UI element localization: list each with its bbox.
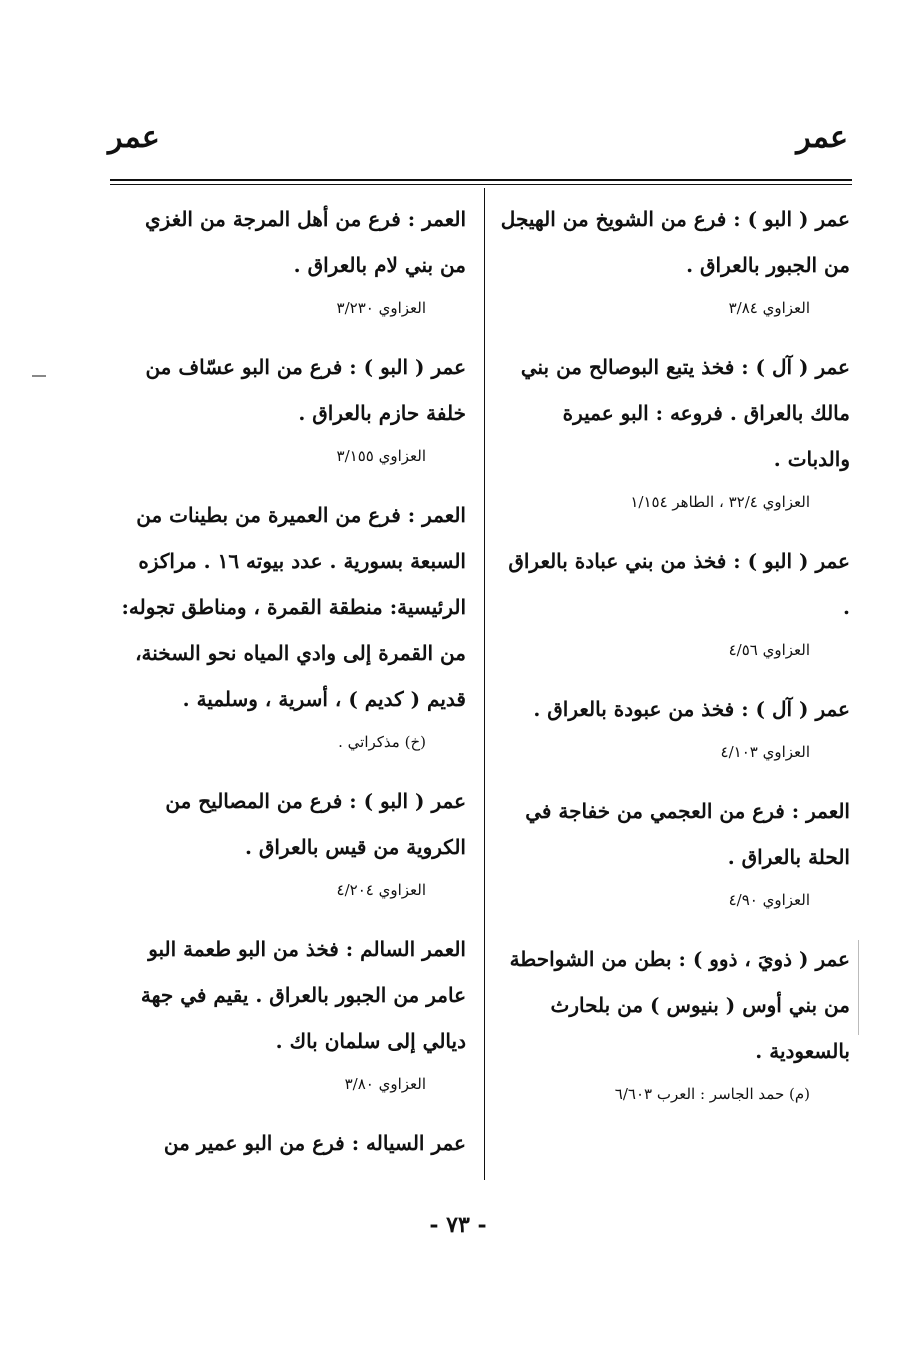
entry-text: عمر ( ذويَ ، ذوو ) : بطن من الشواحطة من بني أوس ( بنيوس ) من بلحارث بالسعودية .: [509, 947, 850, 1063]
entry: [118, 492, 466, 762]
entry-text: عمر ( البو ) : فرع من البو عسّاف من خلفة حازم بالعراق .: [145, 355, 466, 425]
entry-text: العمر : فرع من العجمي من خفاجة في الحلة بالعراق .: [525, 799, 850, 869]
column-divider: [484, 188, 485, 1180]
running-head-right: عمر: [796, 120, 848, 155]
header-rule-thin: [110, 184, 852, 185]
entry: [118, 196, 466, 328]
entry-text: العمر السالم : فخذ من البو طعمة البو عامر من الجبور بالعراق . يقيم في جهة ديالي إلى سلمان باك .: [140, 937, 466, 1053]
entry: [500, 936, 850, 1114]
entry-reference: العزاوي ٣/٢٣٠: [336, 299, 426, 317]
entry: [500, 196, 850, 328]
entry-text: عمر ( آل ) : فخذ من عبودة بالعراق .: [533, 697, 850, 721]
left-column: [118, 196, 466, 1166]
entry: [500, 344, 850, 522]
entry-text: العمر : فرع من العميرة من بطينات من السبعة بسورية . عدد بيوته ١٦ . مراكزه الرئيسية: منطقة القمرة ، ومناطق تجوله: من القمرة إلى وادي المياه نحو السخنة، قديم ( كديم ) ، أسرية ، وسلمية .: [121, 503, 466, 711]
entry-reference: العزاوي ٣/١٥٥: [336, 447, 426, 465]
entry: [500, 686, 850, 772]
entry-text: عمر ( آل ) : فخذ يتبع البوصالح من بني مالك بالعراق . فروعه : البو عميرة والدبات .: [520, 355, 850, 471]
entry: [118, 1120, 466, 1166]
header-rule-thick: [110, 179, 852, 181]
entry-text: عمر ( البو ) : فرع من الشويخ من الهيجل من الجبور بالعراق .: [500, 207, 850, 277]
page-number: - ٧٣ -: [429, 1212, 487, 1238]
entry: [500, 538, 850, 670]
margin-mark: [32, 375, 46, 377]
right-column: [500, 196, 850, 1130]
running-head-left: عمر: [108, 120, 160, 155]
entry-reference: (م) حمد الجاسر : العرب ٦/٦٠٣: [614, 1085, 810, 1103]
entry-text: عمر السياله : فرع من البو عمير من: [163, 1131, 466, 1155]
entry: [118, 778, 466, 910]
entry-reference: (خ) مذكراتي .: [338, 733, 426, 751]
entry: [118, 926, 466, 1104]
entry-reference: العزاوي ٤/٢٠٤: [336, 881, 426, 899]
entry-reference: العزاوي ٣/٨٤: [728, 299, 810, 317]
entry-reference: العزاوي ٣٢/٤ ، الطاهر ١/١٥٤: [630, 493, 810, 511]
entry-reference: العزاوي ٤/١٠٣: [720, 743, 810, 761]
entry-reference: العزاوي ٤/٩٠: [728, 891, 810, 909]
entry-text: عمر ( البو ) : فرع من المصاليح من الكروية من قيس بالعراق .: [165, 789, 466, 859]
entry: [500, 788, 850, 920]
entry-reference: العزاوي ٣/٨٠: [344, 1075, 426, 1093]
entry: [118, 344, 466, 476]
entry-reference: العزاوي ٤/٥٦: [728, 641, 810, 659]
entry-text: عمر ( البو ) : فخذ من بني عبادة بالعراق .: [508, 549, 850, 619]
margin-line: [858, 940, 859, 1035]
entry-text: العمر : فرع من أهل المرجة من الغزي من بني لام بالعراق .: [145, 207, 466, 277]
